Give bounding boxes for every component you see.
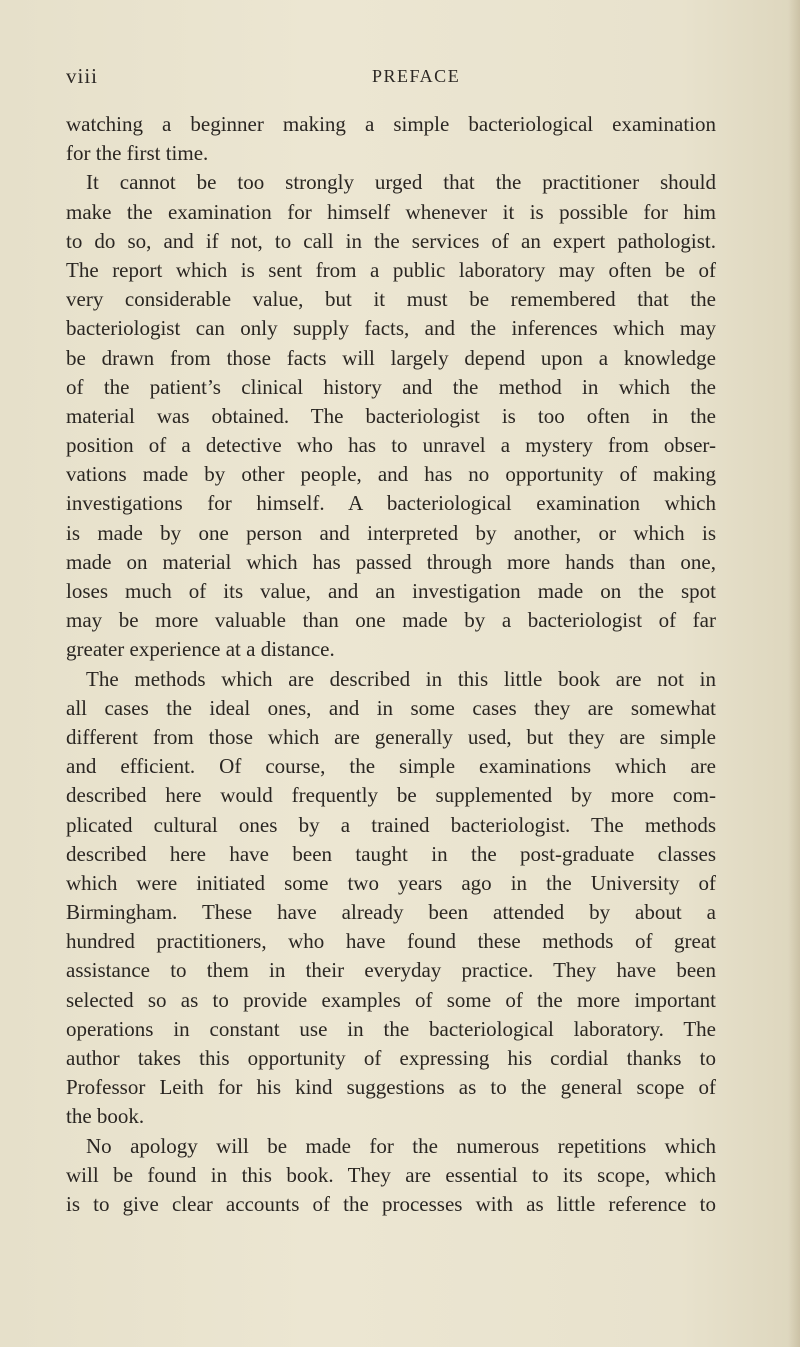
- text-line: investigations for himself. A bacteriological examination which: [66, 491, 716, 516]
- text-line: loses much of its value, and an investigation made on the spot: [66, 579, 716, 603]
- text-line: hundred practitioners, who have found these methods of great: [66, 929, 716, 954]
- text-line: The methods which are described in this little book are not in: [86, 666, 716, 691]
- text-line: described here would frequently be supplemented by more com-: [66, 783, 716, 808]
- text-line: for the first time.: [66, 141, 209, 166]
- text-line: author takes this opportunity of expressing his cordial thanks to: [66, 1046, 716, 1070]
- text-line: selected so as to provide examples of some of the more important: [66, 987, 716, 1012]
- text-line: operations in constant use in the bacteriological laboratory. The: [66, 1016, 716, 1041]
- text-line: of the patient’s clinical history and the method in which the: [66, 374, 716, 399]
- text-line: very considerable value, but it must be remembered that the: [66, 287, 716, 312]
- text-line: assistance to them in their everyday practice. They have been: [66, 958, 716, 983]
- text-line: will be found in this book. They are essential to its scope, which: [66, 1162, 716, 1187]
- text-line: described here have been taught in the post-graduate classes: [66, 841, 716, 866]
- text-line: watching a beginner making a simple bacteriological examination: [66, 112, 716, 136]
- page-header: [66, 64, 716, 94]
- text-line: vations made by other people, and has no opportunity of making: [66, 462, 716, 487]
- text-line: is made by one person and interpreted by another, or which is: [66, 520, 716, 545]
- text-line: The report which is sent from a public laboratory may often be of: [66, 257, 716, 282]
- text-line: greater experience at a distance.: [66, 637, 335, 662]
- text-line: to do so, and if not, to call in the services of an expert pathologist.: [66, 228, 716, 253]
- text-line: make the examination for himself whenever it is possible for him: [66, 199, 716, 224]
- page-edge-shadow: [788, 0, 800, 1347]
- text-line: is to give clear accounts of the processes with as little reference to: [66, 1191, 716, 1216]
- text-line: different from those which are generally used, but they are simple: [66, 724, 716, 749]
- text-line: and efficient. Of course, the simple examinations which are: [66, 754, 716, 779]
- text-line: material was obtained. The bacteriologist is too often in the: [66, 403, 716, 428]
- text-line: Professor Leith for his kind suggestions as to the general scope of: [66, 1075, 716, 1100]
- text-line: No apology will be made for the numerous repetitions which: [86, 1133, 716, 1158]
- text-line: which were initiated some two years ago in the University of: [66, 870, 716, 895]
- text-line: may be more valuable than one made by a bacteriologist of far: [66, 608, 716, 633]
- running-head: PREFACE: [372, 66, 461, 86]
- text-line: the book.: [66, 1104, 145, 1129]
- body-text: [66, 110, 716, 1219]
- text-line: position of a detective who has to unravel a mystery from obser-: [66, 433, 716, 458]
- text-line: be drawn from those facts will largely depend upon a knowledge: [66, 345, 716, 370]
- text-line: bacteriologist can only supply facts, and the inferences which may: [66, 316, 716, 341]
- text-line: made on material which has passed through more hands than one,: [66, 549, 716, 574]
- text-line: all cases the ideal ones, and in some cases they are somewhat: [66, 695, 716, 720]
- text-line: plicated cultural ones by a trained bacteriologist. The methods: [66, 812, 716, 837]
- text-line: Birmingham. These have already been attended by about a: [66, 900, 716, 925]
- page-number: viii: [66, 64, 99, 88]
- text-line: It cannot be too strongly urged that the practitioner should: [86, 170, 716, 195]
